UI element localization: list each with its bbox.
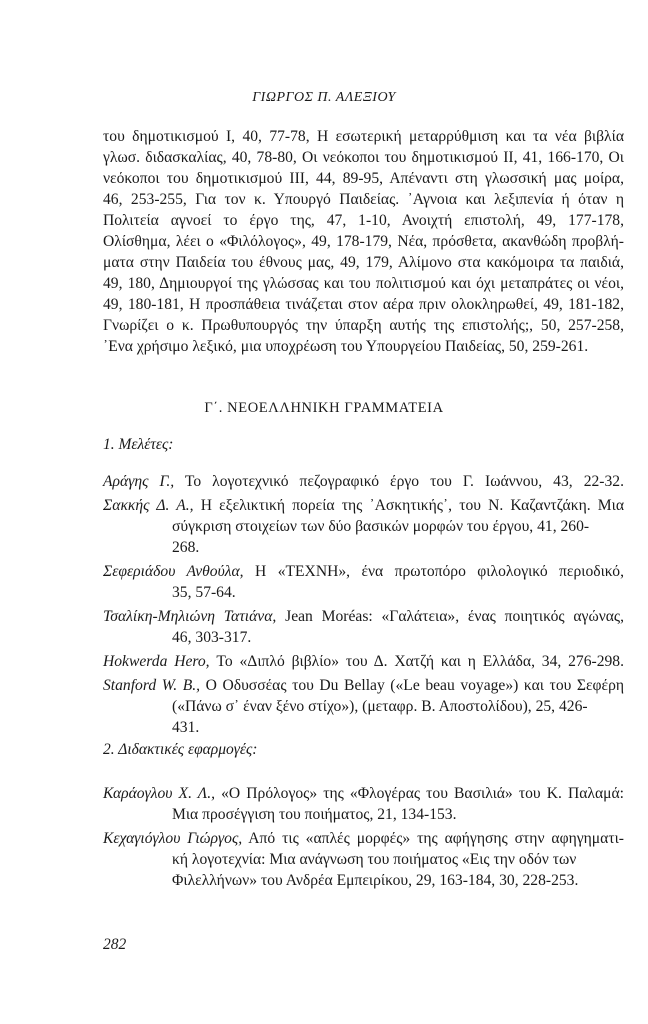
entry-line — [103, 471, 624, 492]
entry-continuation: («Πάνω σ᾿ έναν ξένο στίχο»), (μεταφρ. Β. Αποστολίδου), 25, 426- — [172, 698, 588, 715]
bibliography-entry — [103, 495, 624, 558]
entry-author: Hokwerda Hero, — [103, 653, 210, 670]
entry-text: Jean Moréas: «Γαλάτεια», ένας ποιητικός αγώνας, — [285, 608, 624, 625]
entries-teaching — [103, 783, 624, 894]
intro-line: γλωσ. διδασκαλίας, 40, 78-80, Οι νεόκοποι του δημοτικισμού ΙΙ, 41, 166-170, Οι — [103, 149, 624, 166]
intro-line: 46, 253-255, Για τον κ. Υπουργό Παιδείας. ᾿Αγνοια και λεξιπενία ή όταν η — [103, 191, 624, 208]
entry-author: Καράογλου Χ. Λ., — [103, 785, 216, 802]
entry-continuation: σύγκριση στοιχείων των δύο βασικών μορφών του έργου, 41, 260- — [172, 518, 590, 535]
entry-line — [103, 828, 624, 849]
entry-continuation: Φιλελλήνων» του Ανδρέα Εμπειρίκου, 29, 163-184, 30, 228-253. — [172, 872, 579, 889]
entry-text: Η «ΤΕΧΝΗ», ένα πρωτοπόρο φιλολογικό περιοδικό, — [255, 563, 624, 580]
subsection-heading-studies: 1. Μελέτες: — [103, 436, 174, 453]
intro-line: του δημοτικισμού Ι, 40, 77-78, Η εσωτερική μεταρρύθμιση και τα νέα βιβλία — [103, 128, 624, 145]
entry-author: Σακκής Δ. Α., — [103, 497, 194, 514]
bibliography-entry — [103, 471, 624, 492]
entry-text: Ο Οδυσσέας του Du Bellay («Le beau voyage») και του Σεφέρη — [205, 677, 625, 694]
entry-continuation: κή λογοτεχνία: Μια ανάγνωση του ποιήματος «Εις την οδόν των — [172, 851, 577, 868]
running-header: ΓΙΩΡΓΟΣ Π. ΑΛΕΞΙΟΥ — [252, 90, 396, 105]
entry-text: «Ο Πρόλογος» της «Φλογέρας του Βασιλιά» του Κ. Παλαμά: — [221, 785, 624, 802]
intro-line: Πολιτεία αγνοεί το έργο της, 47, 1-10, Ανοιχτή επιστολή, 49, 177-178, — [103, 212, 624, 229]
entry-line — [103, 783, 624, 804]
entry-line — [103, 606, 624, 627]
bibliography-entry — [103, 675, 624, 738]
bibliography-entry — [103, 828, 624, 891]
entry-line — [103, 495, 624, 516]
page-number: 282 — [103, 936, 127, 953]
entry-author: Αράγης Γ., — [103, 473, 175, 490]
entry-continuation: 268. — [172, 539, 200, 556]
section-title: Γ΄. ΝΕΟΕΛΛΗΝΙΚΗ ΓΡΑΜΜΑΤΕΙΑ — [204, 400, 444, 416]
entry-continuation: 46, 303-317. — [172, 629, 252, 646]
entry-author: Stanford W. B., — [103, 677, 201, 694]
entry-line — [103, 651, 624, 672]
subsection-heading-teaching: 2. Διδακτικές εφαρμογές: — [103, 741, 258, 758]
entry-author: Σεφεριάδου Ανθούλα, — [103, 563, 244, 580]
bibliography-entry — [103, 561, 624, 603]
intro-line: 49, 180, Δημιουργοί της γλώσσας και του πολιτισμού και όχι μεταπράτες οι νέοι, — [103, 275, 624, 292]
entry-author: Τσαλίκη-Μηλιώνη Τατιάνα, — [103, 608, 277, 625]
intro-line: 49, 180-181, Η προσπάθεια τινάζεται στον αέρα πριν ολοκληρωθεί, 49, 181-182, — [103, 296, 624, 313]
entry-line — [103, 675, 624, 696]
entry-continuation: 35, 57-64. — [172, 584, 236, 601]
entry-continuation: 431. — [172, 719, 200, 736]
bibliography-entry — [103, 651, 624, 672]
intro-line: Γνωρίζει ο κ. Πρωθυπουργός την ύπαρξη αυτής της επιστολής;, 50, 257-258, — [103, 317, 624, 334]
intro-paragraph — [103, 126, 624, 357]
intro-line: ᾿Ενα χρήσιμο λεξικό, μια υποχρέωση του Υπουργείου Παιδείας, 50, 259-261. — [103, 338, 589, 355]
entry-text: Από τις «απλές μορφές» της αφήγησης στην αφηγηματι- — [248, 830, 624, 847]
intro-line: νεόκοποι του δημοτικισμού ΙΙΙ, 44, 89-95, Απέναντι στη γλωσσική μας μοίρα, — [103, 170, 624, 187]
bibliography-entry — [103, 783, 624, 825]
entry-line — [103, 561, 624, 582]
entry-text: Το «Διπλό βιβλίο» του Δ. Χατζή και η Ελλάδα, 34, 276-298. — [216, 653, 624, 670]
intro-line: Ολίσθημα, λέει ο «Φιλόλογος», 49, 178-179, Νέα, πρόσθετα, ακανθώδη προβλή- — [103, 233, 624, 250]
entry-continuation: Μια προσέγγιση του ποιήματος, 21, 134-153. — [172, 806, 457, 823]
entries-studies — [103, 471, 624, 741]
intro-line: ματα στην Παιδεία του έθνους μας, 49, 179, Αλίμονο στα κακόμοιρα τα παιδιά, — [103, 254, 624, 271]
entry-text: Η εξελικτική πορεία της ᾿Ασκητικής᾿, του Ν. Καζαντζάκη. Μια — [200, 497, 624, 514]
entry-author: Κεχαγιόγλου Γιώργος, — [103, 830, 243, 847]
entry-text: Το λογοτεχνικό πεζογραφικό έργο του Γ. Ιωάννου, 43, 22-32. — [184, 473, 624, 490]
bibliography-entry — [103, 606, 624, 648]
